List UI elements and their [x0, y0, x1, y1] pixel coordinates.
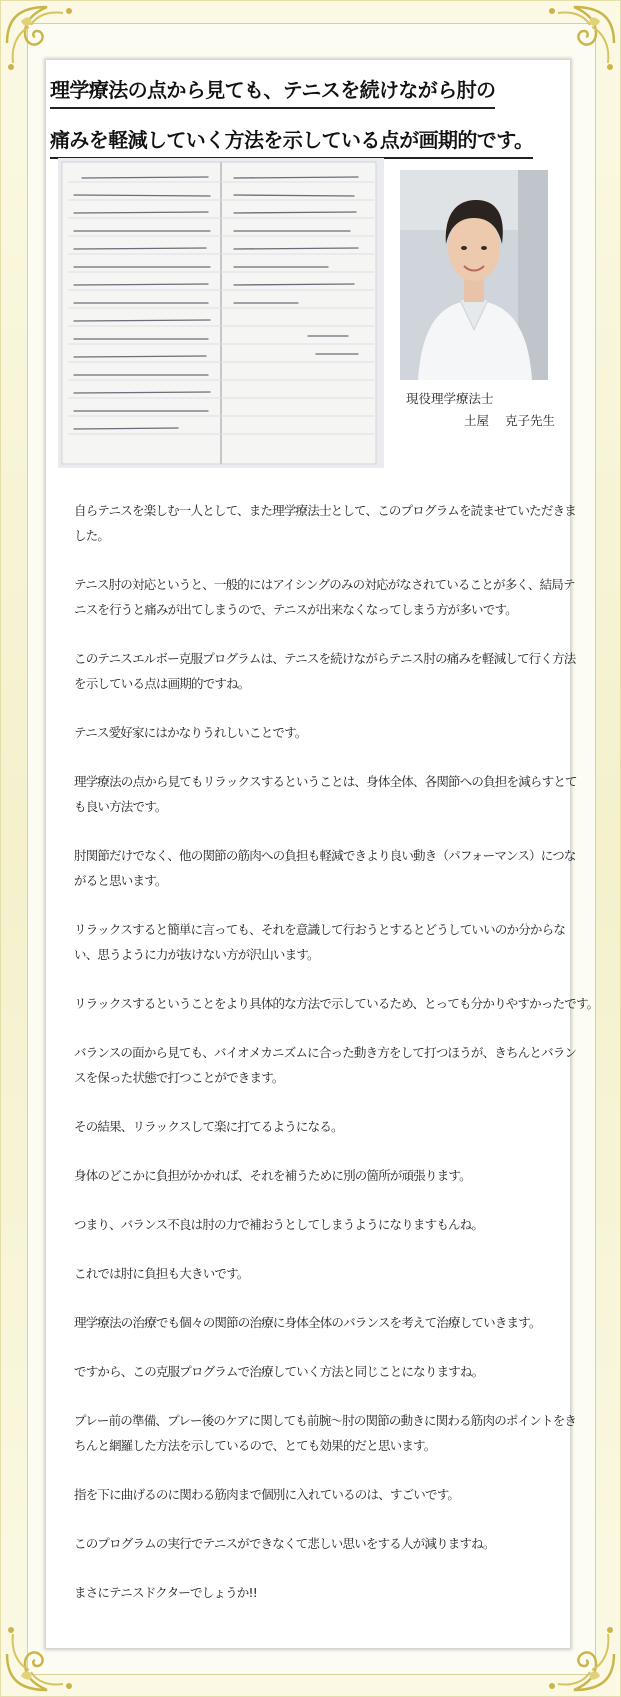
paragraph: バランスの面から見ても、バイオメカニズムに合った動き方をして打つほうが、きちんとバランスを保った状態で打つことができます。 [74, 1045, 577, 1085]
paragraph: テニス肘の対応というと、一般的にはアイシングのみの対応がなされていることが多く、結局テニスを行うと痛みが出てしまうので、テニスが出来なくなってしまう方が多いです。 [74, 577, 575, 617]
headline-line-2: 痛みを軽減していく方法を示している点が画期的です。 [50, 123, 533, 159]
page-headline [50, 68, 590, 168]
paragraph: リラックスするということをより具体的な方法で示しているため、とっても分かりやすかったです。 [74, 996, 599, 1011]
caption-name-family: 土屋 [464, 413, 490, 428]
paragraph: 肘関節だけでなく、他の関節の筋肉への負担も軽減できより良い動き（パフォーマンス）につながると思います。 [74, 848, 576, 888]
therapist-portrait-photo [400, 170, 548, 380]
testimonial-body [74, 498, 599, 1629]
paragraph: 理学療法の点から見てもリラックスするということは、身体全体、各関節への負担を減らすとても良い方法です。 [74, 774, 577, 814]
paragraph: つまり、バランス不良は肘の力で補おうとしてしまうようになりますもんね。 [74, 1217, 484, 1232]
paragraph: ですから、この克服プログラムで治療していく方法と同じことになりますね。 [74, 1364, 484, 1379]
handwritten-letter-photo [58, 158, 384, 468]
paragraph: 理学療法の治療でも個々の関節の治療に身体全体のバランスを考えて治療していきます。 [74, 1315, 541, 1330]
caption-title: 現役理学療法士 [406, 391, 494, 406]
paragraph: このテニスエルボー克服プログラムは、テニスを続けながらテニス肘の痛みを軽減して行く方法を示している点は画期的ですね。 [74, 651, 576, 691]
paragraph: 身体のどこかに負担がかかれば、それを補うために別の箇所が頑張ります。 [74, 1168, 471, 1183]
paragraph: まさにテニスドクターでしょうか!! [74, 1585, 257, 1600]
paragraph: プレー前の準備、プレー後のケアに関しても前腕～肘の関節の動きに関わる筋肉のポイントをきちんと網羅した方法を示しているので、とても効果的だと思います。 [74, 1413, 577, 1453]
paragraph: 指を下に曲げるのに関わる筋肉まで個別に入れているのは、すごいです。 [74, 1487, 460, 1502]
caption-name-given: 克子先生 [505, 413, 556, 428]
paragraph: リラックスすると簡単に言っても、それを意識して行おうとするとどうしていいのか分からない、思うように力が抜けない方が沢山います。 [74, 922, 566, 962]
paragraph: このプログラムの実行でテニスができなくて悲しい思いをする人が減りますね。 [74, 1536, 495, 1551]
paragraph: これでは肘に負担も大きいです。 [74, 1266, 249, 1281]
caption-name [406, 410, 566, 432]
paragraph: その結果、リラックスして楽に打てるようになる。 [74, 1119, 343, 1134]
paragraph: 自らテニスを楽しむ一人として、また理学療法士として、このプログラムを読ませていただきました。 [74, 503, 576, 543]
paragraph: テニス愛好家にはかなりうれしいことです。 [74, 725, 307, 740]
photo-caption [406, 388, 566, 432]
headline-line-1: 理学療法の点から見ても、テニスを続けながら肘の [50, 73, 495, 109]
